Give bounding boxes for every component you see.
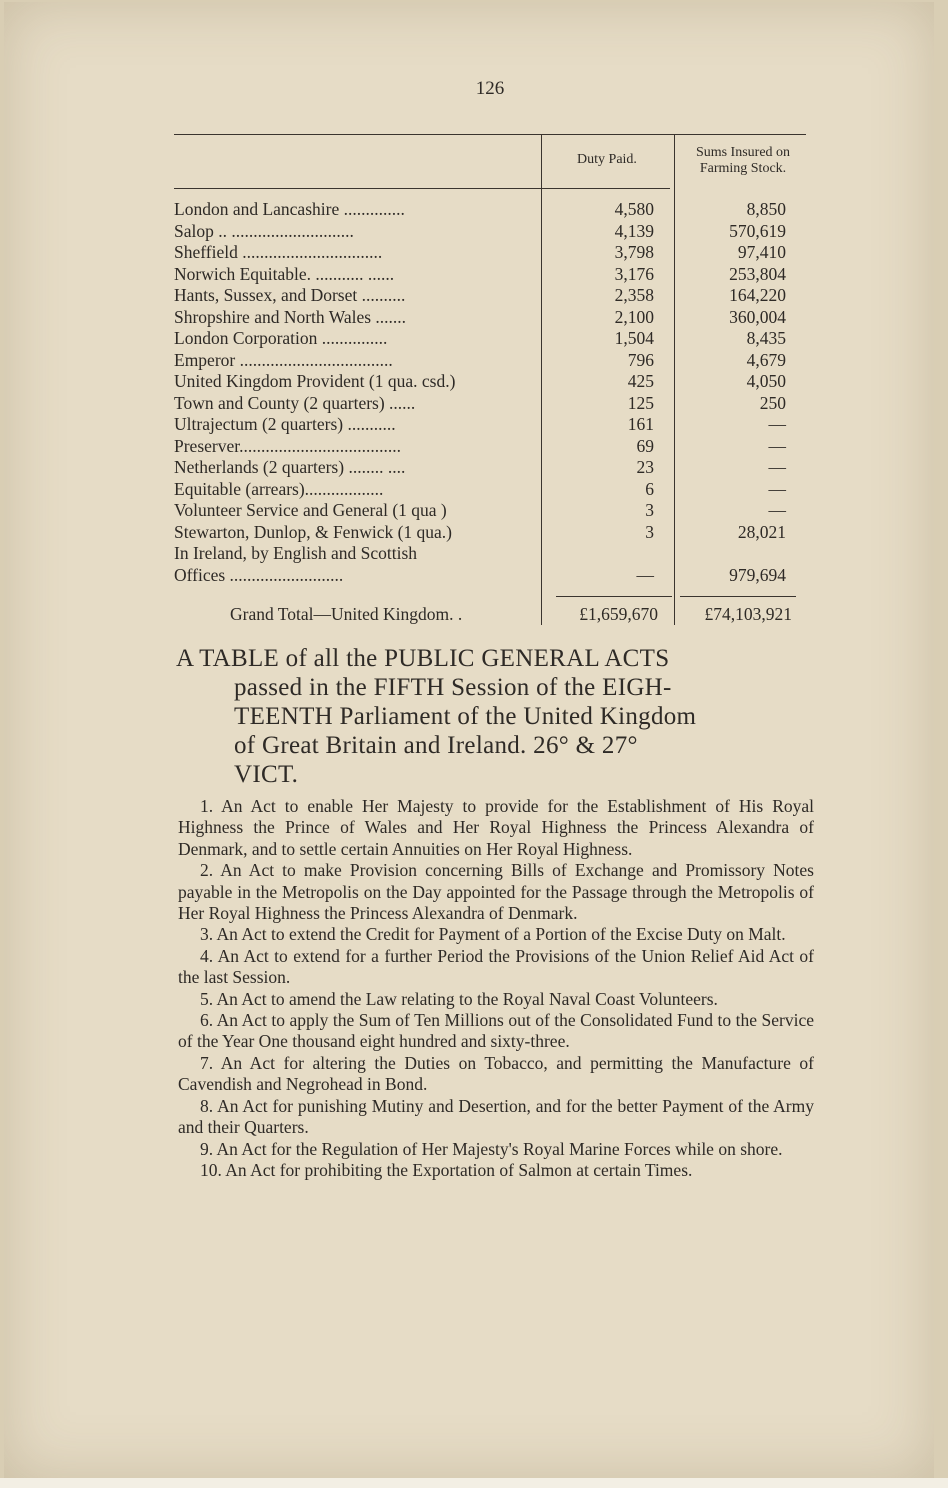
grand-total-label: Grand Total—United Kingdom. .	[230, 604, 463, 624]
duty-paid-cell: 3	[645, 500, 654, 520]
act-entry: 2. An Act to make Provision concerning Bills of Exchange and Promissory Notes payable in the Metropolis on the Day appointed for the Passage through the Metropolis of Her Royal Highness the Princess Alexandra of Denmark.	[178, 860, 814, 924]
sums-insured-cell: 4,679	[746, 349, 786, 370]
duty-paid-cell: 796	[627, 349, 654, 370]
sums-insured-cell: —	[768, 435, 786, 456]
office-name: Norwich Equitable. ........... ......	[174, 263, 395, 284]
sums-insured-cell: —	[768, 414, 786, 434]
office-name: London and Lancashire ..............	[174, 199, 405, 219]
office-name: Ultrajectum (2 quarters) ...........	[174, 414, 396, 434]
sums-insured-cell: 164,220	[729, 285, 786, 305]
duty-paid-cell: 3,176	[614, 263, 654, 284]
office-name: In Ireland, by English and Scottish	[174, 543, 418, 563]
sums-insured-cell: 250	[759, 392, 786, 413]
duty-paid-cell: 23	[636, 457, 654, 477]
sums-insured-header-line2: Farming Stock.	[699, 161, 787, 176]
title-line: passed in the FIFTH Session of the EIGH-	[234, 674, 672, 701]
total-rule-duty	[556, 596, 672, 597]
sums-insured-cell: 8,850	[746, 199, 786, 219]
act-entry: 7. An Act for altering the Duties on Tobacco, and permitting the Manufacture of Cavendish and Negrohead in Bond.	[178, 1052, 814, 1095]
act-entry: 4. An Act to extend for a further Period the Provisions of the Union Relief Aid Act of the last Session.	[178, 945, 814, 988]
table-row	[0, 220, 948, 242]
duty-paid-cell: 4,580	[614, 199, 654, 219]
table-row	[0, 542, 948, 564]
act-entry: 3. An Act to extend the Credit for Payment of a Portion of the Excise Duty on Malt.	[200, 924, 786, 945]
table-row	[0, 241, 948, 263]
office-name: Offices ..........................	[174, 564, 344, 585]
duty-paid-cell: 161	[627, 414, 654, 434]
sums-insured-cell: 28,021	[737, 521, 786, 542]
title-line: A TABLE of all the PUBLIC GENERAL ACTS	[176, 645, 670, 672]
office-name: Stewarton, Dunlop, & Fenwick (1 qua.)	[174, 521, 453, 542]
grand-total-row	[0, 603, 948, 625]
table-row	[0, 306, 948, 328]
table-row	[0, 499, 948, 521]
duty-paid-cell: 1,504	[614, 328, 654, 348]
table-row	[0, 435, 948, 457]
table-row	[0, 284, 948, 306]
act-entry: 8. An Act for punishing Mutiny and Desertion, and for the better Payment of the Army and their Quarters.	[178, 1095, 814, 1138]
sums-insured-cell: 360,004	[729, 306, 786, 327]
duty-paid-cell: —	[636, 564, 654, 585]
table-row	[0, 370, 948, 392]
office-name: Sheffield ................................	[174, 242, 383, 262]
office-name: London Corporation ...............	[174, 328, 388, 348]
sums-insured-cell: —	[768, 457, 786, 477]
office-name: Shropshire and North Wales .......	[174, 306, 407, 327]
table-row	[0, 327, 948, 349]
duty-paid-header: Duty Paid.	[577, 152, 637, 167]
grand-total-duty: £1,659,670	[579, 604, 658, 624]
sums-insured-cell: 253,804	[729, 263, 786, 284]
table-top-rule	[174, 134, 806, 135]
duty-paid-cell: 425	[627, 371, 654, 391]
table-row	[0, 263, 948, 285]
office-name: Volunteer Service and General (1 qua )	[174, 500, 447, 520]
sums-insured-cell: 4,050	[746, 371, 786, 391]
duty-paid-cell: 6	[645, 478, 654, 499]
sums-insured-cell: 97,410	[737, 242, 786, 262]
table-row	[0, 349, 948, 371]
office-name: Preserver.....................................	[174, 435, 401, 456]
sums-insured-cell: 8,435	[746, 328, 786, 348]
duty-paid-cell: 69	[636, 435, 654, 456]
duty-paid-cell: 3,798	[614, 242, 654, 262]
act-entry: 10. An Act for prohibiting the Exportation of Salmon at certain Times.	[200, 1159, 693, 1180]
act-entry: 6. An Act to apply the Sum of Ten Millions out of the Consolidated Fund to the Service of the Year One thousand eight hundred and sixty-three.	[178, 1010, 814, 1052]
duty-paid-cell: 2,358	[614, 285, 654, 305]
office-name: Salop .. ............................	[174, 220, 354, 241]
table-row	[0, 456, 948, 478]
sums-insured-cell: 570,619	[729, 220, 786, 241]
sums-insured-header-line1: Sums Insured on	[695, 145, 791, 160]
duty-paid-cell: 2,100	[614, 306, 654, 327]
table-row	[0, 564, 948, 586]
total-rule-sums	[680, 596, 796, 597]
table-row	[0, 413, 948, 435]
act-entry: 9. An Act for the Regulation of Her Majesty's Royal Marine Forces while on shore.	[200, 1138, 783, 1159]
duty-paid-cell: 4,139	[614, 220, 654, 241]
table-row	[0, 198, 948, 220]
title-line: TEENTH Parliament of the United Kingdom	[234, 703, 697, 730]
office-name: Emperor ...................................	[174, 349, 393, 370]
page-edge	[0, 1478, 948, 1488]
title-line: of Great Britain and Ireland. 26° & 27°	[234, 732, 638, 759]
office-name: Netherlands (2 quarters) ........ ....	[174, 457, 406, 477]
act-entry: 1. An Act to enable Her Majesty to provide for the Establishment of His Royal Highness the Prince of Wales and Her Royal Highness the Princess Alexandra of Denmark, and to settle certain Annuities on Her Royal Highness.	[178, 796, 814, 859]
office-name: Town and County (2 quarters) ......	[174, 392, 416, 413]
duty-paid-cell: 125	[627, 392, 654, 413]
title-line: VICT.	[234, 761, 299, 788]
sums-insured-cell: 979,694	[729, 564, 786, 585]
table-row	[0, 521, 948, 543]
page-number: 126	[475, 78, 505, 99]
acts-table-title	[176, 644, 812, 789]
office-name: Hants, Sussex, and Dorset ..........	[174, 285, 406, 305]
sums-insured-cell: —	[768, 500, 786, 520]
office-name: Equitable (arrears)..................	[174, 478, 384, 499]
duty-paid-cell: 3	[645, 521, 654, 542]
act-entry: 5. An Act to amend the Law relating to the Royal Naval Coast Volunteers.	[200, 988, 718, 1009]
sums-insured-cell: —	[768, 478, 786, 499]
table-row	[0, 392, 948, 414]
acts-list	[178, 796, 814, 1181]
header-bottom-rule-left	[174, 188, 670, 189]
office-name: United Kingdom Provident (1 qua. csd.)	[174, 371, 456, 391]
grand-total-sums: £74,103,921	[704, 604, 792, 624]
table-row	[0, 478, 948, 500]
